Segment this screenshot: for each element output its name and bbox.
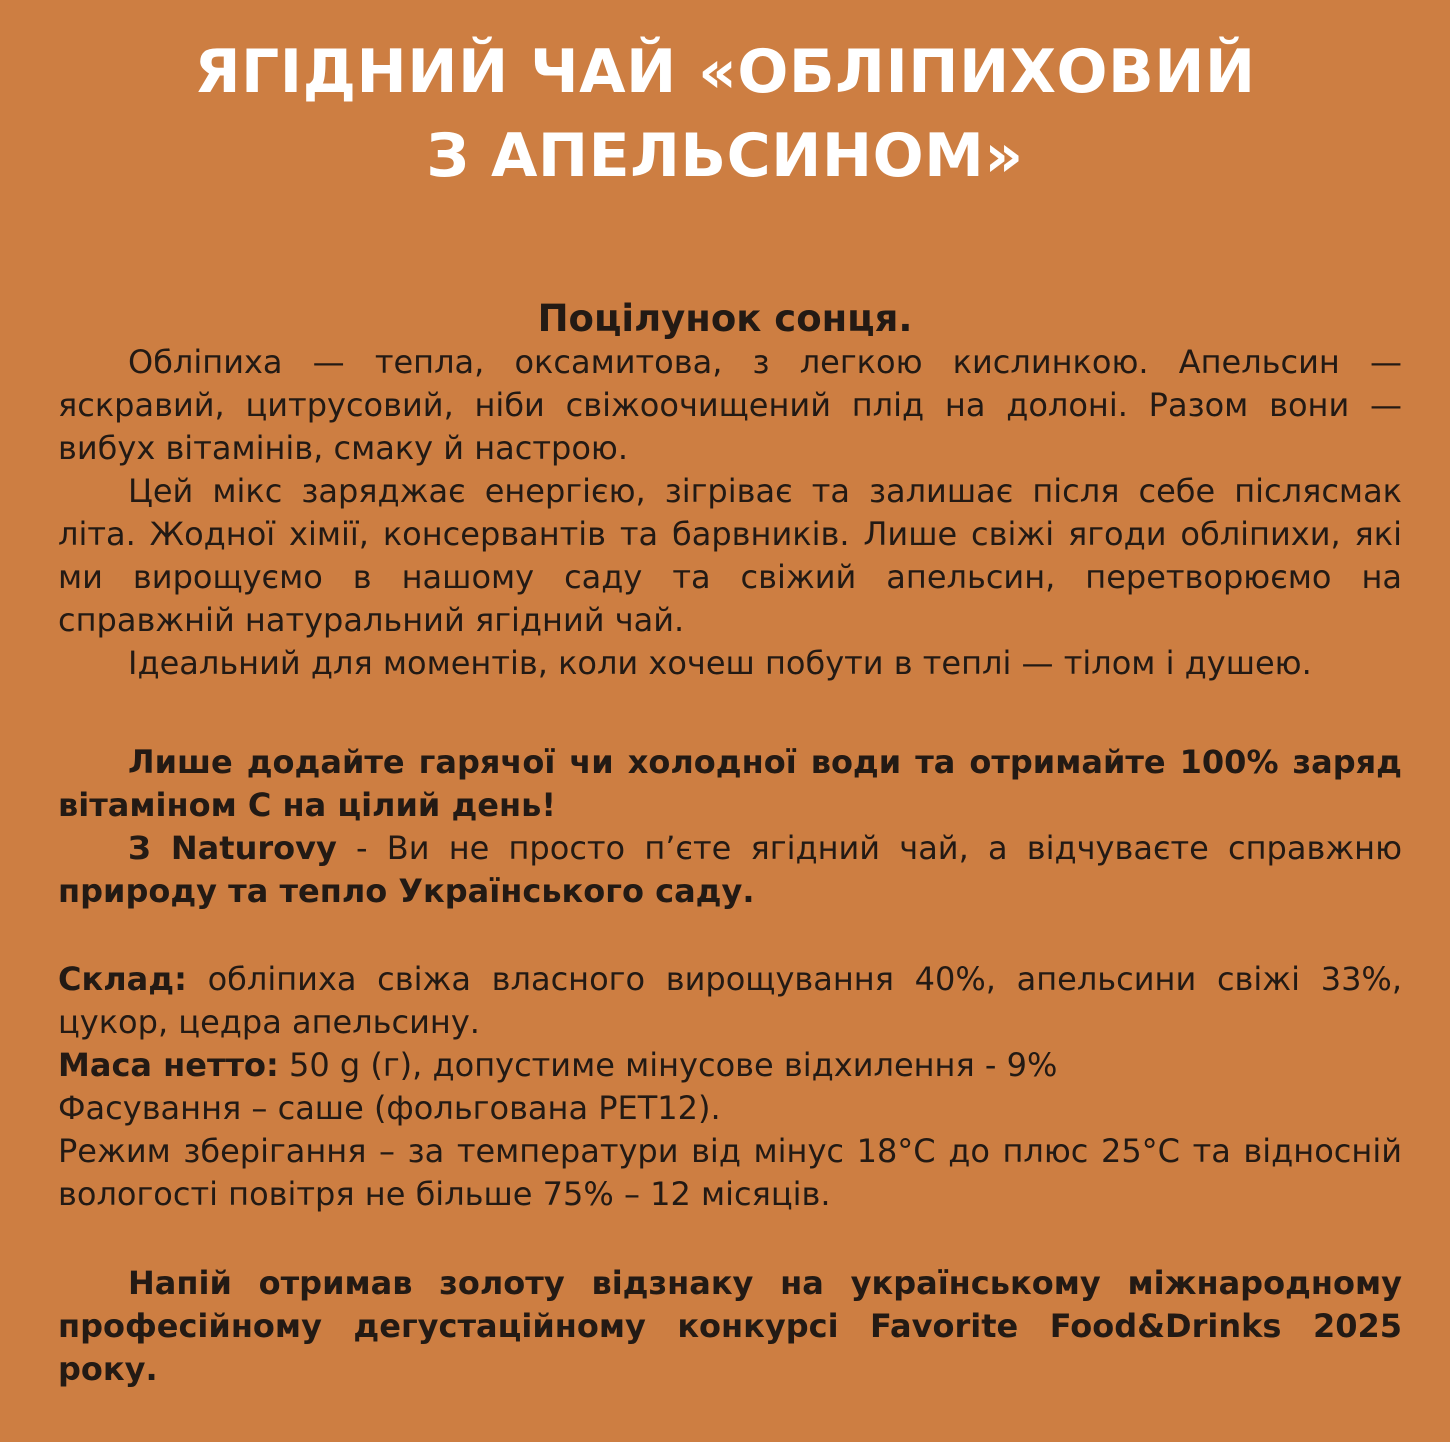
specification-section	[58, 958, 1402, 1216]
packaging-line: Фасування – саше (фольгована PET12).	[58, 1089, 721, 1127]
net-mass-label: Маса нетто:	[58, 1046, 279, 1084]
tagline-heading: Поцілунок сонця.	[537, 297, 913, 340]
product-title-line-2: З АПЕЛЬСИНОМ»	[426, 121, 1024, 191]
composition-line	[58, 958, 1402, 1044]
brand-paragraph	[58, 827, 1402, 913]
storage-line: Режим зберігання – за температури від мінус 18°С до плюс 25°С та відносній вологості повітря не більше 75% – 12 місяців.	[58, 1132, 1402, 1213]
call-to-action-section	[58, 741, 1402, 913]
brand-paragraph-emphasis: природу та тепло Українського саду.	[58, 872, 755, 910]
award-section	[58, 1262, 1402, 1391]
net-mass-line	[58, 1044, 1402, 1087]
composition-label: Склад:	[58, 960, 187, 998]
intro-paragraph-1: Обліпиха — тепла, оксамитова, з легкою кислинкою. Апельсин — яскравий, цитрусовий, ніби свіжоочищений плід на долоні. Разом вони — вибух вітамінів, смаку й настрою.	[58, 343, 1402, 467]
intro-section	[58, 341, 1402, 685]
product-title-line-1: ЯГІДНИЙ ЧАЙ «ОБЛІПИХОВИЙ	[194, 37, 1256, 107]
cta-paragraph: Лише додайте гарячої чи холодної води та отримайте 100% заряд вітаміном С на цілий день!	[58, 743, 1402, 824]
net-mass-value: 50 g (г), допустиме мінусове відхилення - 9%	[278, 1046, 1058, 1084]
composition-value: обліпиха свіжа власного вирощування 40%, апельсини свіжі 33%, цукор, цедра апельсину.	[58, 960, 1402, 1041]
intro-paragraph-3: Ідеальний для моментів, коли хочеш побути в теплі — тілом і душею.	[128, 644, 1312, 682]
intro-paragraph-2: Цей мікс заряджає енергією, зігріває та залишає після себе післясмак літа. Жодної хімії, консервантів та барвників. Лише свіжі ягоди обліпихи, які ми вирощуємо в нашому саду та свіжий апельсин, перетворюємо на справжній натуральний ягідний чай.	[58, 472, 1402, 639]
award-paragraph: Напій отримав золоту відзнаку на українському міжнародному професійному дегустаційному конкурсі Favorite Food&Drinks 2025 року.	[58, 1264, 1402, 1388]
product-title	[0, 30, 1450, 198]
brand-name: З Naturovy	[128, 829, 337, 867]
brand-paragraph-middle: - Ви не просто п’єте ягідний чай, а відчуваєте справжню	[336, 829, 1403, 867]
